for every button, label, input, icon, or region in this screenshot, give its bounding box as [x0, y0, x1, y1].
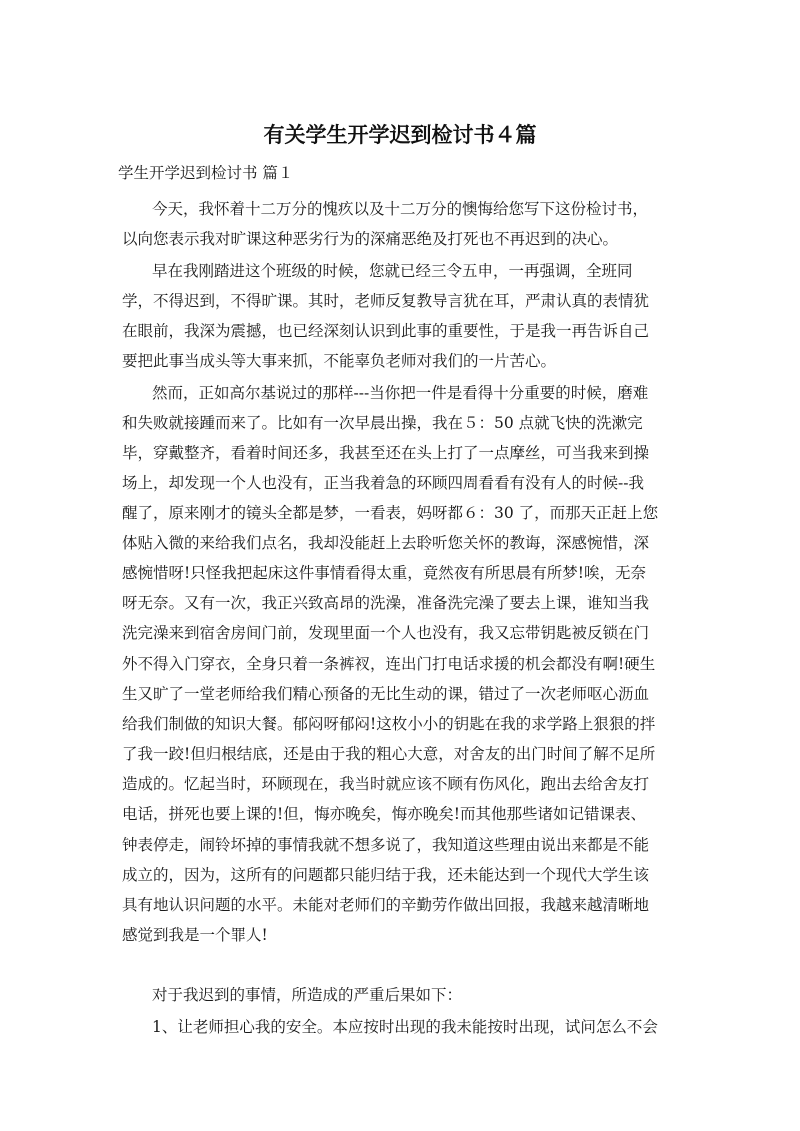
document-title: 有关学生开学迟到检讨书４篇 — [263, 123, 537, 147]
text-line: 1、让老师担心我的安全。本应按时出现的我未能按时出现，试问怎么不会 — [152, 1018, 658, 1036]
text-line: 场上，却发现一个人也没有，正当我着急的环顾四周看看有没有人的时候--我 — [122, 474, 644, 492]
text-line: 早在我刚踏进这个班级的时候，您就已经三令五申，一再强调，全班同 — [152, 262, 633, 280]
text-line: 体贴入微的来给我们点名，我却没能赶上去聆听您关怀的教诲，深感惋惜，深 — [122, 534, 650, 552]
text-line: 外不得入门穿衣，全身只着一条裤衩，连出门打电话求援的机会都没有啊!硬生 — [122, 655, 656, 673]
text-line: 然而，正如高尔基说过的那样---当你把一件是看得十分重要的时候，磨难 — [152, 384, 649, 402]
text-line: 毕，穿戴整齐，看着时间还多，我甚至还在头上打了一点摩丝，可当我来到操 — [122, 444, 650, 462]
text-line: 感惋惜呀!只怪我把起床这件事情看得太重，竟然夜有所思晨有所梦!唉，无奈 — [122, 564, 646, 582]
text-line: 和失败就接踵而来了。比如有一次早晨出操，我在５：50 点就飞快的洗漱完 — [122, 414, 643, 432]
text-line: 了我一跤!但归根结底，还是由于我的粗心大意，对舍友的出门时间了解不足所 — [122, 745, 656, 763]
text-line: 成立的，因为，这所有的问题都只能归结于我，还未能达到一个现代大学生该 — [122, 866, 650, 884]
text-line: 感觉到我是一个罪人! — [122, 926, 268, 944]
text-line: 醒了，原来刚才的镜头全都是梦，一看表，妈呀都６：30 了，而那天正赶上您 — [122, 504, 659, 522]
text-line: 电话，拼死也要上课的!但，悔亦晚矣，悔亦晚矣!而其他那些诸如记错课表、 — [122, 805, 646, 823]
text-line: 造成的。忆起当时，环顾现在，我当时就应该不顾有伤风化，跑出去给舍友打 — [122, 775, 650, 793]
text-line: 洗完澡来到宿舍房间门前，发现里面一个人也没有，我又忘带钥匙被反锁在门 — [122, 624, 650, 642]
text-line: 学，不得迟到，不得旷课。其时，老师反复教导言犹在耳，严肃认真的表情犹 — [122, 292, 650, 310]
text-line: 钟表停走，闹铃坏掉的事情我就不想多说了，我知道这些理由说出来都是不能 — [122, 836, 650, 854]
text-line: 具有地认识问题的水平。未能对老师们的辛勤劳作做出回报，我越来越清晰地 — [122, 896, 650, 914]
text-line: 给我们制做的知识大餐。郁闷呀郁闷!这枚小小的钥匙在我的求学路上狠狠的拌 — [122, 715, 656, 733]
text-line: 以向您表示我对旷课这种恶劣行为的深痛恶绝及打死也不再迟到的决心。 — [122, 230, 619, 248]
text-line: 对于我迟到的事情，所造成的严重后果如下： — [152, 986, 463, 1004]
text-line: 呀无奈。又有一次，我正兴致高昂的洗澡，准备洗完澡了要去上课，谁知当我 — [122, 594, 650, 612]
text-line: 要把此事当成头等大事来抓，不能辜负老师对我们的一片苦心。 — [122, 352, 557, 370]
text-line: 生又旷了一堂老师给我们精心预备的无比生动的课，错过了一次老师呕心沥血 — [122, 685, 650, 703]
text-line: 今天，我怀着十二万分的愧疚以及十二万分的懊悔给您写下这份检讨书， — [152, 200, 649, 218]
section-subheading: 学生开学迟到检讨书 篇１ — [118, 164, 294, 182]
text-line: 在眼前，我深为震撼，也已经深刻认识到此事的重要性，于是我一再告诉自己 — [122, 322, 650, 340]
